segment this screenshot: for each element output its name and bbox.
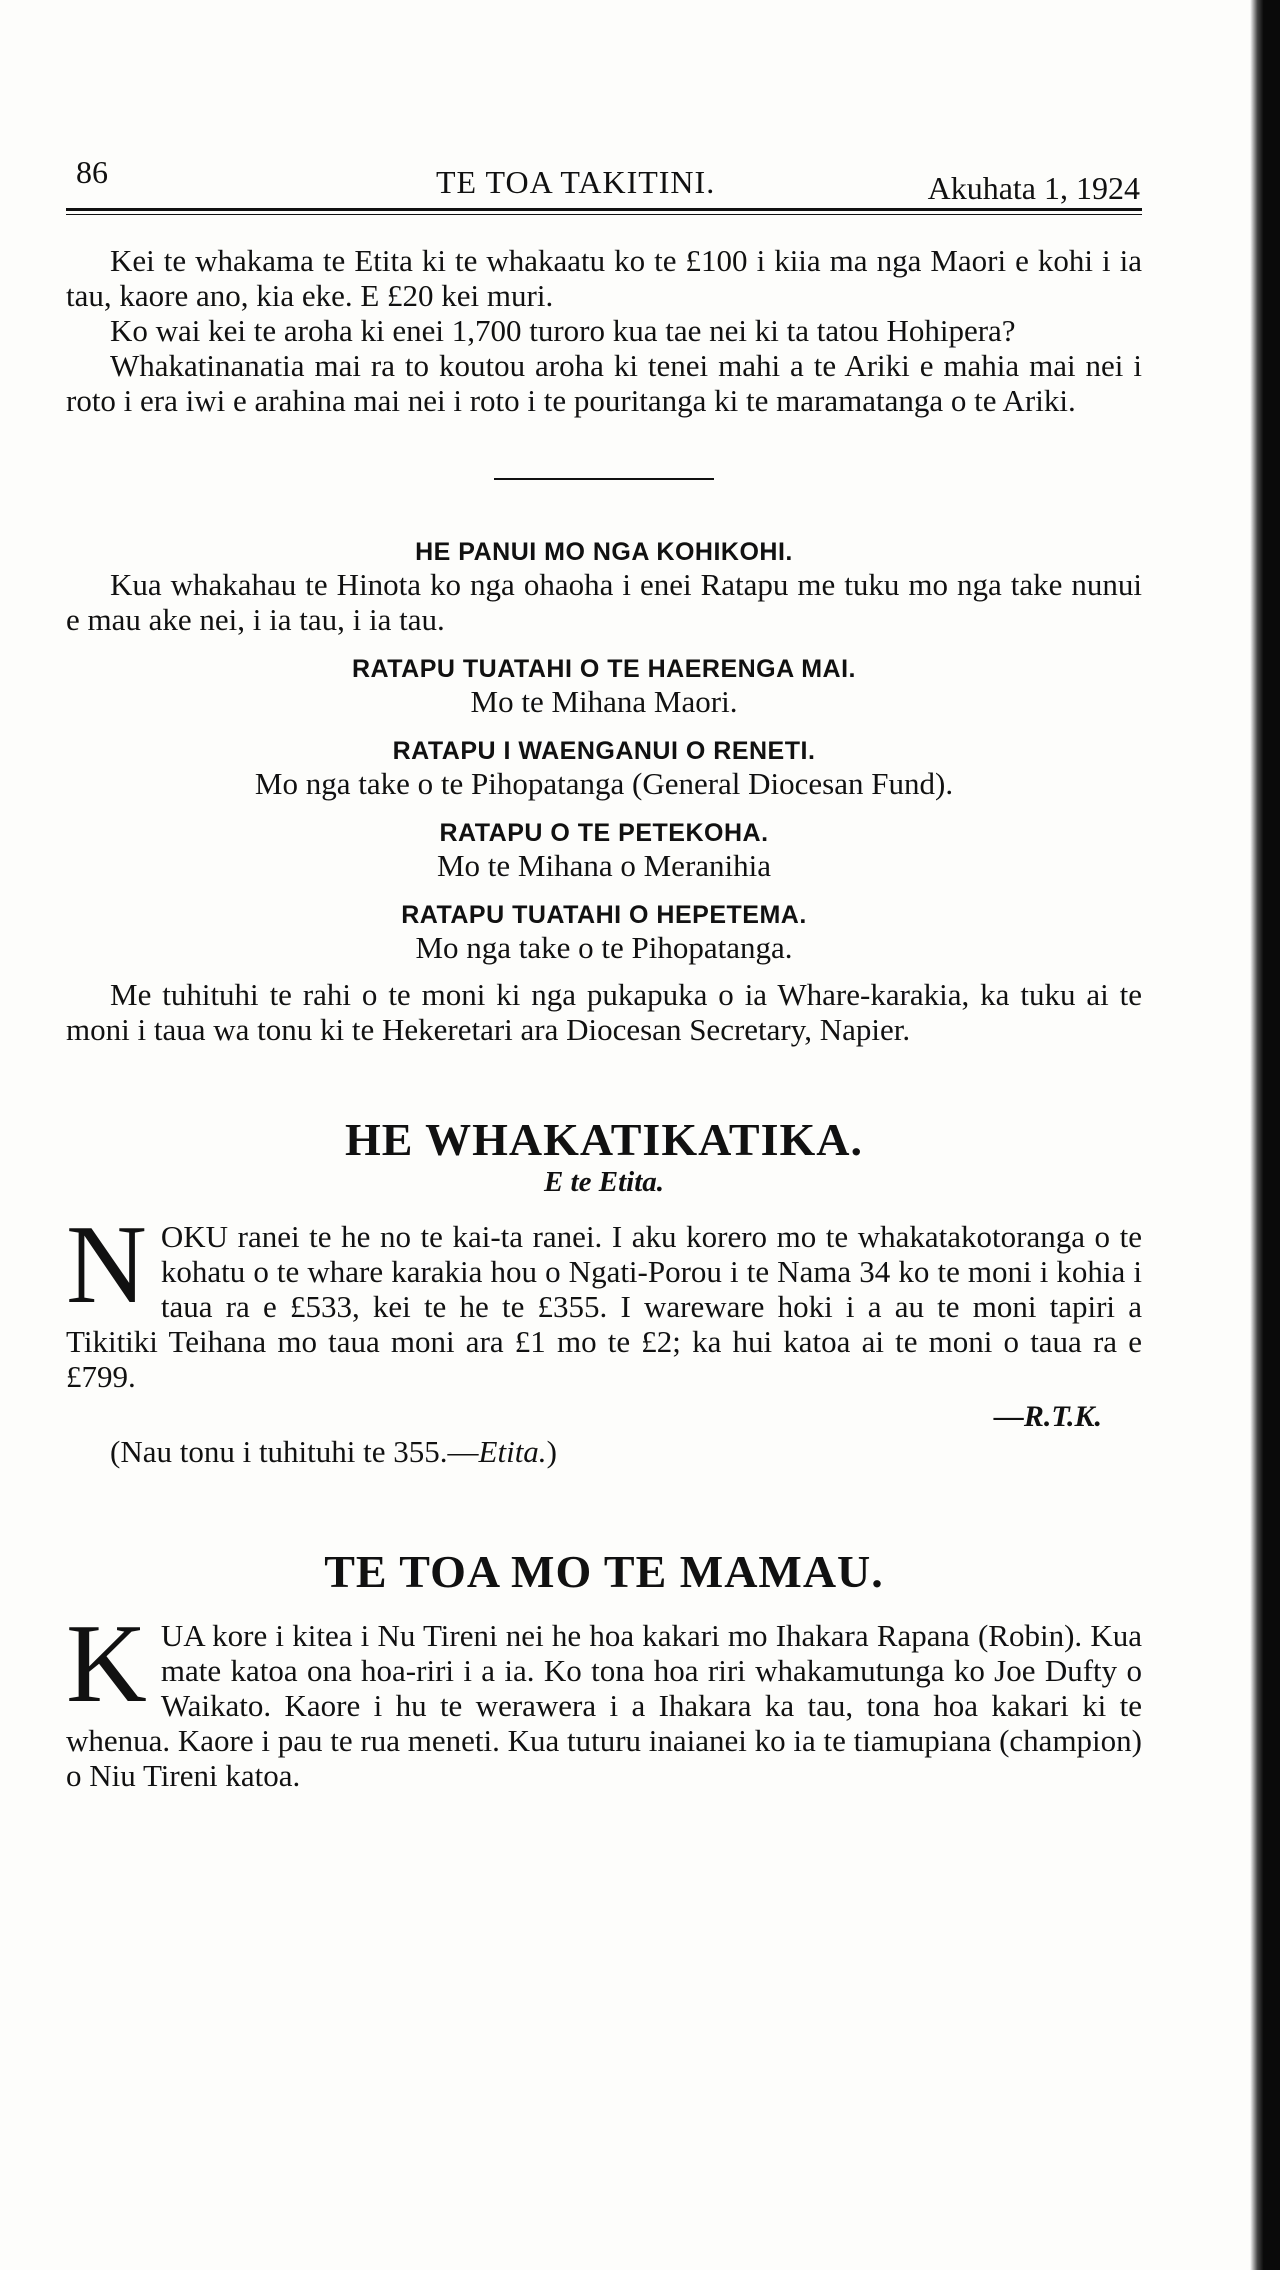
publication-title: TE TOA TAKITINI. [436,164,716,200]
sunday-purpose-1: Mo te Mihana Maori. [470,684,738,719]
issue-date: Akuhata 1, 1924 [927,170,1140,206]
sunday-purpose-4: Mo nga take o te Pihopatanga. [415,930,793,965]
champion-text: UA kore i kitea i Nu Tireni nei he hoa kakari mo Ihakara Rapana (Robin). Kua mate katoa ona hoa-riri i a ia. Ko tona hoa riri whakamutunga ko Joe Dufty o Waikato. Kaore i hu te werawera i a Ihakara ka tau, tona hoa kakari ki te whenua. Kaore i pau te rua meneti. Kua tuturu inaianei ko ia te tiamupiana (champion) o Niu Tireni katoa. [66,1618,1142,1793]
sunday-heading-1: RATAPU TUATAHI O TE HAERENGA MAI. [352,655,856,683]
header-rule-thick [66,208,1142,211]
editor-note-close: ) [546,1434,557,1469]
sunday-heading-4: RATAPU TUATAHI O HEPETEMA. [401,901,807,929]
sunday-heading-2: RATAPU I WAENGANUI O RENETI. [392,737,816,765]
sunday-purpose-3: Mo te Mihana o Meranihia [436,848,772,883]
champion-title: TE TOA MO TE MAMAU. [324,1546,884,1597]
page-binding-edge [1250,0,1280,2270]
editor-note-text: (Nau tonu i tuhituhi te 355.— [110,1434,479,1469]
notice-closing: Me tuhituhi te rahi o te moni ki nga pukapuka o ia Whare-karakia, ka tuku ai te moni i taua wa tonu ki te Hekeretari ara Diocesan Secretary, Napier. [66,977,1142,1047]
intro-paragraph-1: Kei te whakama te Etita ki te whakaatu ko te £100 i kiia ma nga Maori e kohi i ia tau, kaore ano, kia eke. E £20 kei muri. [66,243,1142,313]
sunday-purpose-2: Mo nga take o te Pihopatanga (General Diocesan Fund). [254,766,954,801]
header-rule-thin [66,214,1142,215]
champion-body [66,1602,1142,1793]
editor-note-italic: Etita. [478,1434,547,1469]
editor-note [66,1434,1142,1469]
correction-byline: E te Etita. [543,1166,665,1198]
correction-signature: —R.T.K. [993,1400,1102,1433]
document-page [66,150,1142,1793]
section-divider [494,478,714,480]
notice-intro: Kua whakahau te Hinota ko nga ohaoha i enei Ratapu me tuku mo nga take nunui e mau ake nei, i ia tau, i ia tau. [66,567,1142,637]
running-header [66,150,1142,206]
correction-text: OKU ranei te he no te kai-ta ranei. I aku korero mo te whakatakotoranga o te kohatu o te whare karakia hou o Ngati-Porou i te Nama 34 ko te moni i kohia i taua ra e £533, kei te he te £355. I wareware hoki i a au te moni tapiri a Tikitiki Teihana mo taua moni ara £1 mo te £2; ka hui katoa ai te moni o taua ra e £799. [66,1219,1142,1394]
drop-cap-n: N [66,1203,147,1327]
notice-title: HE PANUI MO NGA KOHIKOHI. [415,538,793,566]
correction-title: HE WHAKATIKATIKA. [345,1114,863,1165]
page-number: 86 [76,154,108,190]
drop-cap-k: K [66,1602,147,1726]
sunday-heading-3: RATAPU O TE PETEKOHA. [439,819,769,847]
correction-body [66,1203,1142,1394]
intro-paragraph-2: Ko wai kei te aroha ki enei 1,700 turoro kua tae nei ki ta tatou Hohipera? [110,313,1016,348]
intro-paragraph-3: Whakatinanatia mai ra to koutou aroha ki tenei mahi a te Ariki e mahia mai nei i roto i era iwi e arahina mai nei i roto i te pouritanga ki te maramatanga o te Ariki. [66,348,1142,418]
